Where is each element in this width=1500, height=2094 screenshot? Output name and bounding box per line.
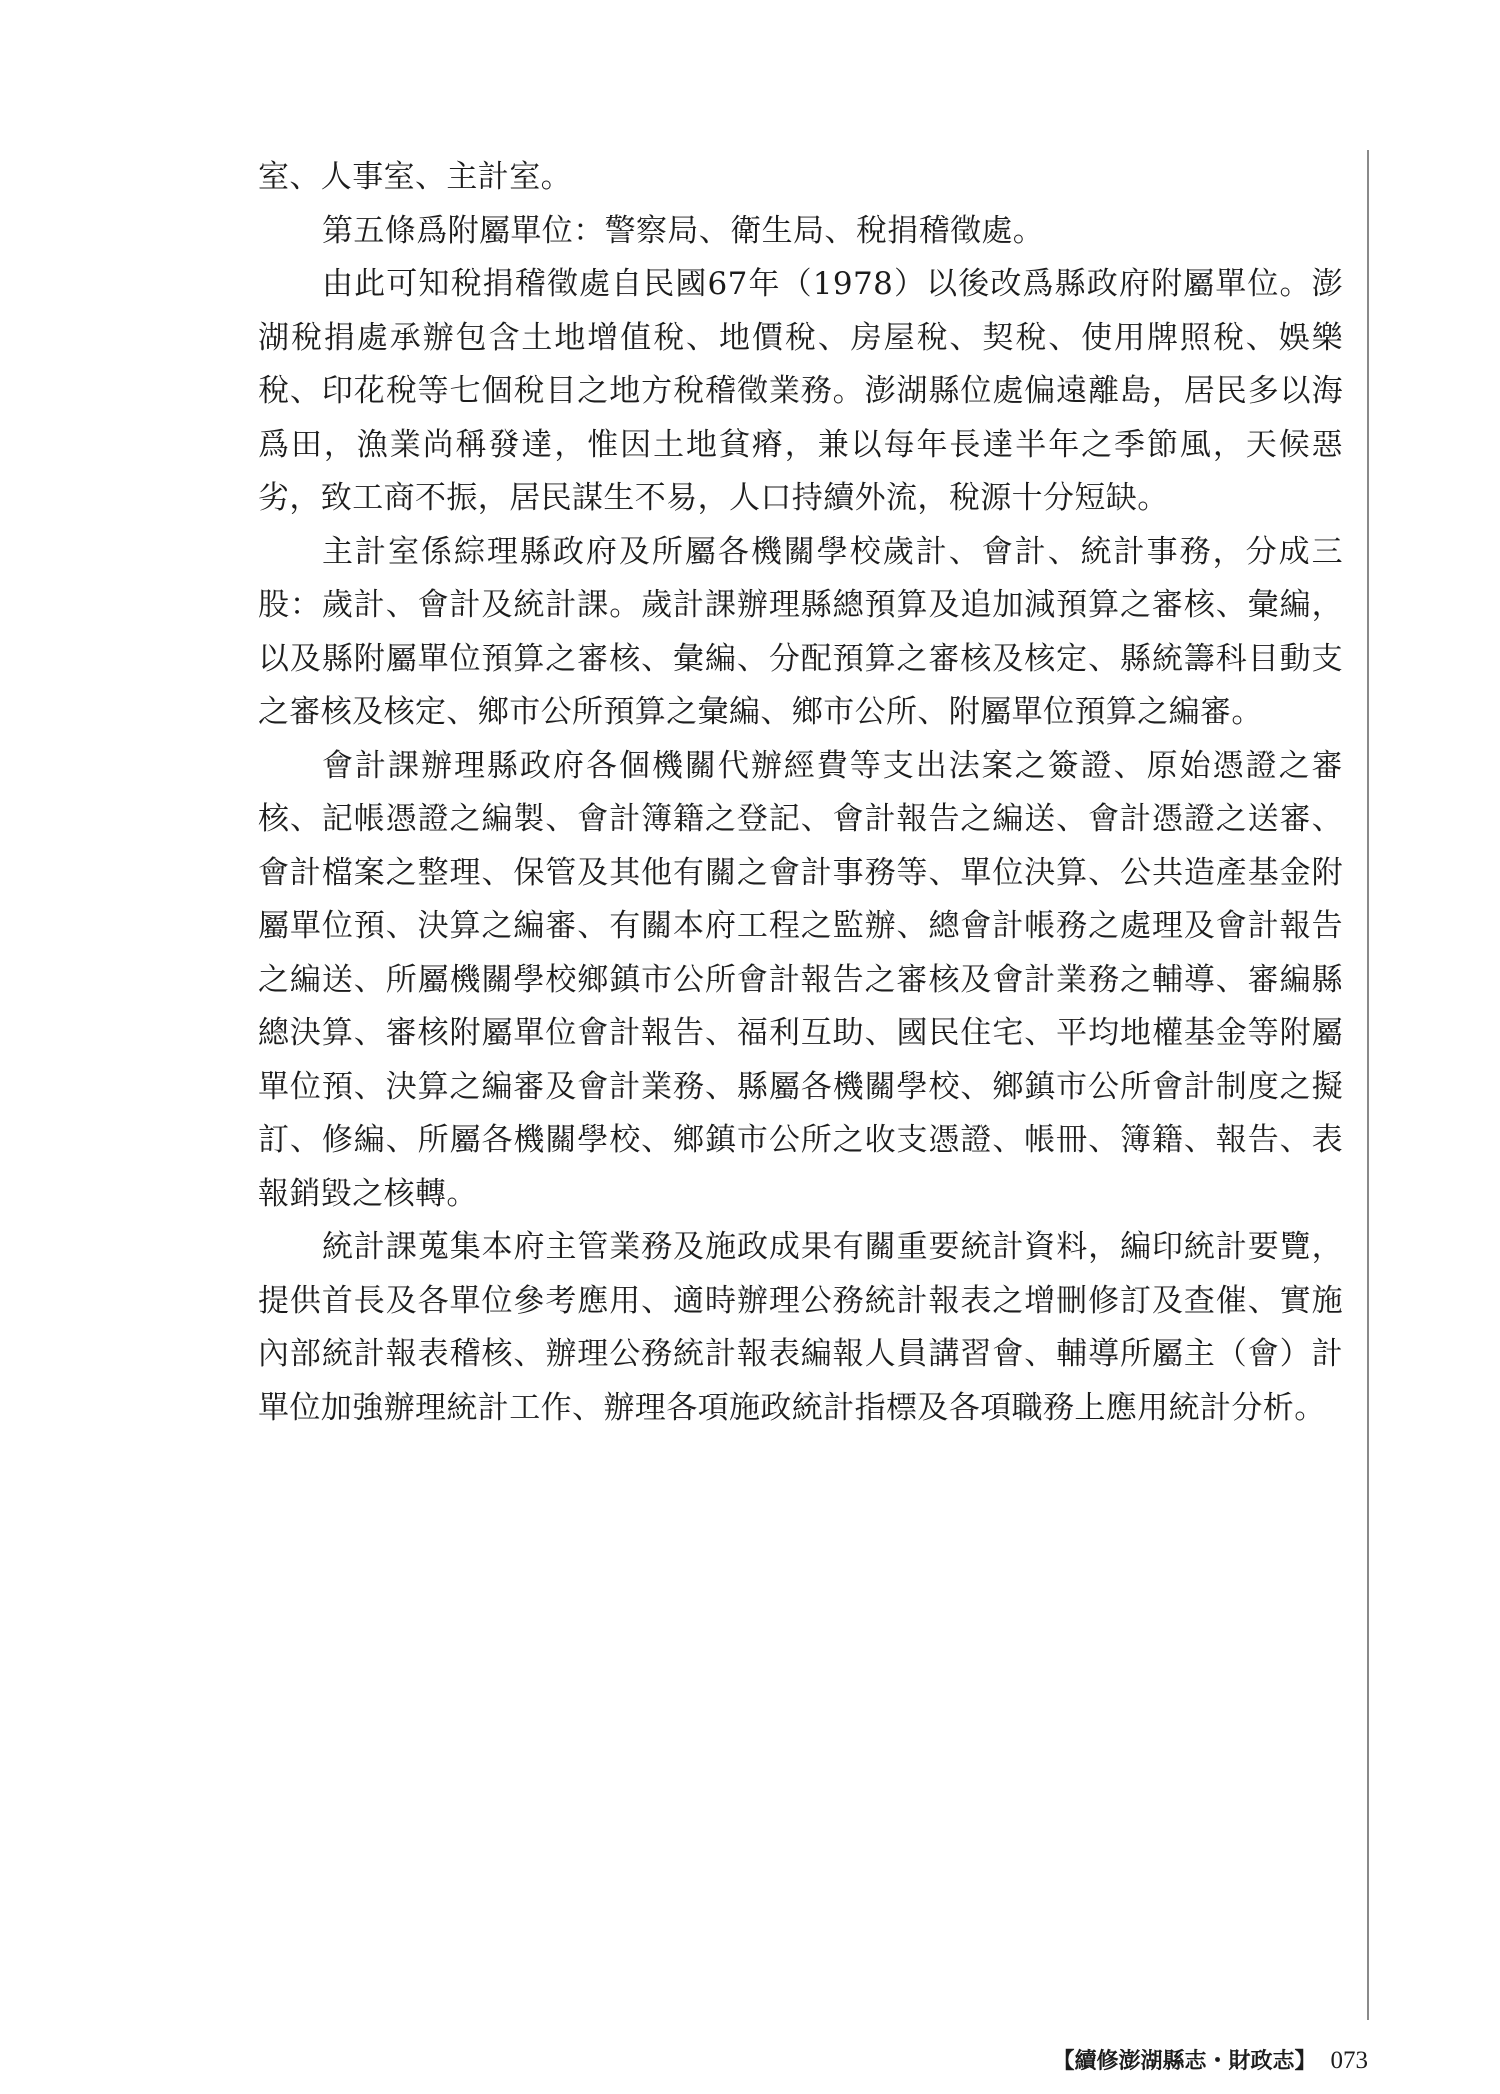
paragraph-article-five: 第五條爲附屬單位：警察局、衛生局、稅捐稽徵處。 bbox=[322, 212, 1045, 249]
paragraph-tax-office: 由此可知稅捐稽徵處自民國67年（1978）以後改爲縣政府附屬單位。澎湖稅捐處承辦包含土地增值稅、地價稅、房屋稅、契稅、使用牌照稅、娛樂稅、印花稅等七個稅目之地方稅稽徵業務。澎湖縣位處偏遠離島，居民多以海爲田，漁業尚稱發達，惟因土地貧瘠，兼以每年長達半年之季節風，天候惡劣，致工商不振，居民謀生不易，人口持續外流，稅源十分短缺。 bbox=[258, 266, 1343, 516]
paragraph-continuation: 室、人事室、主計室。 bbox=[258, 159, 572, 195]
page-footer bbox=[1052, 2044, 1368, 2075]
running-title: 【續修澎湖縣志・財政志】 bbox=[1052, 2048, 1317, 2074]
paragraph-accounting-office: 主計室係綜理縣政府及所屬各機關學校歲計、會計、統計事務，分成三股：歲計、會計及統計課。歲計課辦理縣總預算及追加減預算之審核、彙編，以及縣附屬單位預算之審核、彙編、分配預算之審核及核定、縣統籌科目動支之審核及核定、鄉市公所預算之彙編、鄉市公所、附屬單位預算之編審。 bbox=[258, 533, 1343, 730]
paragraph-accounting-section: 會計課辦理縣政府各個機關代辦經費等支出法案之簽證、原始憑證之審核、記帳憑證之編製、會計簿籍之登記、會計報告之編送、會計憑證之送審、會計檔案之整理、保管及其他有關之會計事務等、單位決算、公共造產基金附屬單位預、決算之編審、有關本府工程之監辦、總會計帳務之處理及會計報告之編送、所屬機關學校鄉鎮市公所會計報告之審核及會計業務之輔導、審編縣總決算、審核附屬單位會計報告、福利互助、國民住宅、平均地權基金等附屬單位預、決算之編審及會計業務、縣屬各機關學校、鄉鎮市公所會計制度之擬訂、修編、所屬各機關學校、鄉鎮市公所之收支憑證、帳冊、簿籍、報告、表報銷毀之核轉。 bbox=[258, 747, 1343, 1212]
paragraph-statistics-section: 統計課蒐集本府主管業務及施政成果有關重要統計資料，編印統計要覽，提供首長及各單位參考應用、適時辦理公務統計報表之增刪修訂及查催、實施內部統計報表稽核、辦理公務統計報表編報人員講習會、輔導所屬主（會）計單位加強辦理統計工作、辦理各項施政統計指標及各項職務上應用統計分析。 bbox=[258, 1229, 1343, 1426]
body-text bbox=[258, 151, 1343, 1435]
margin-rule bbox=[1367, 150, 1369, 2020]
page-number: 073 bbox=[1330, 2047, 1368, 2074]
